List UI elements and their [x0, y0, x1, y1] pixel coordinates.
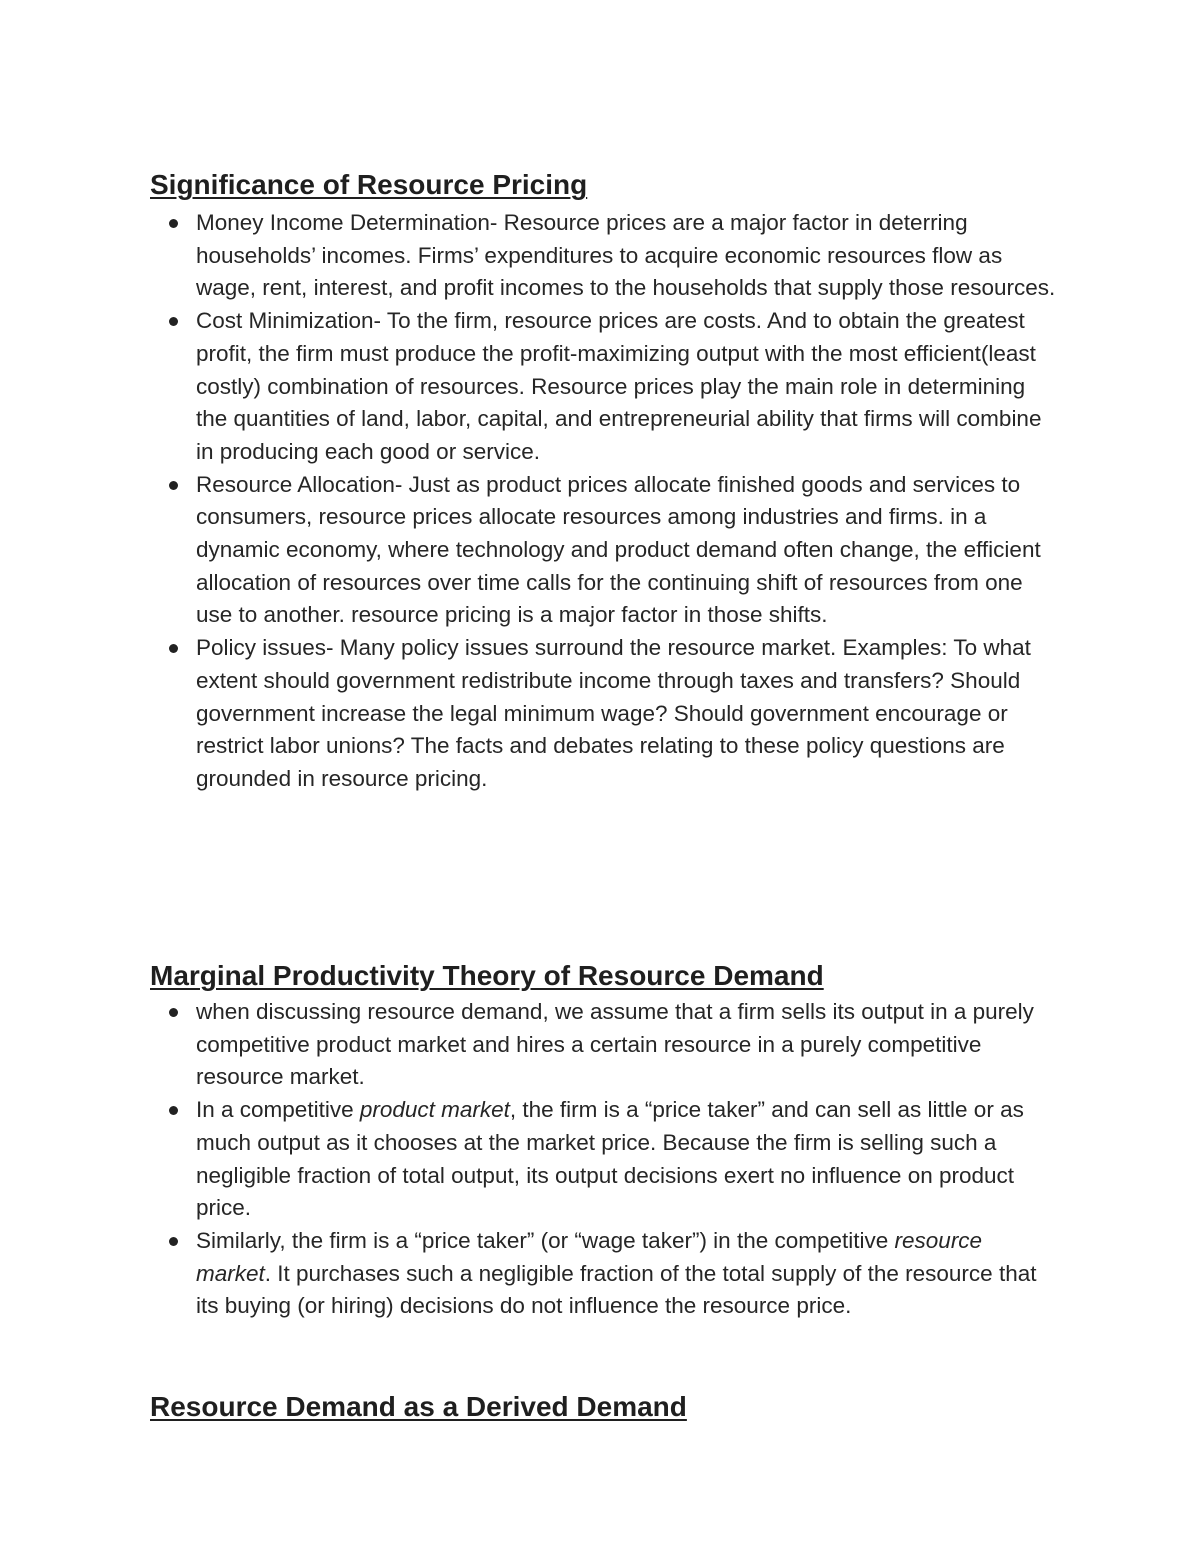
marginal-productivity-list	[150, 996, 1060, 1323]
bullet-icon	[169, 644, 178, 653]
italic-term: product market	[359, 1097, 510, 1123]
list-item: when discussing resource demand, we assume that a firm sells its output in a purely competitive product market and hires a certain resource in a purely competitive resource market.	[150, 996, 1060, 1094]
section-heading-resource-pricing: Significance of Resource Pricing	[150, 169, 588, 200]
bullet-icon	[169, 317, 178, 326]
list-item: Resource Allocation- Just as product prices allocate finished goods and services to consumers, resource prices allocate resources among industries and firms. in a dynamic economy, where technology and product demand often change, the efficient allocation of resources over time calls for the continuing shift of resources from one use to another. resource pricing is a major factor in those shifts.	[150, 469, 1060, 633]
list-item: Similarly, the firm is a “price taker” (or “wage taker”) in the competitive resource market. It purchases such a negligible fraction of the total supply of the resource that its buying (or hiring) decisions do not influence the resource price.	[150, 1225, 1060, 1323]
resource-pricing-list	[150, 207, 1060, 796]
bullet-icon	[169, 481, 178, 490]
list-item: Money Income Determination- Resource prices are a major factor in deterring households’ incomes. Firms’ expenditures to acquire economic resources flow as wage, rent, interest, and profit incomes to the households that supply those resources.	[150, 207, 1060, 305]
bullet-icon	[169, 1237, 178, 1246]
bullet-icon	[169, 1106, 178, 1115]
section-heading-marginal-productivity: Marginal Productivity Theory of Resource Demand	[150, 960, 824, 991]
section-heading-derived-demand: Resource Demand as a Derived Demand	[150, 1391, 687, 1422]
list-item: In a competitive product market, the firm is a “price taker” and can sell as little or as much output as it chooses at the market price. Because the firm is selling such a negligible fraction of total output, its output decisions exert no influence on product price.	[150, 1094, 1060, 1225]
list-item: Cost Minimization- To the firm, resource prices are costs. And to obtain the greatest profit, the firm must produce the profit-maximizing output with the most efficient(least costly) combination of resources. Resource prices play the main role in determining the quantities of land, labor, capital, and entrepreneurial ability that firms will combine in producing each good or service.	[150, 305, 1060, 469]
list-item: Policy issues- Many policy issues surround the resource market. Examples: To what extent should government redistribute income through taxes and transfers? Should government increase the legal minimum wage? Should government encourage or restrict labor unions? The facts and debates relating to these policy questions are grounded in resource pricing.	[150, 632, 1060, 796]
italic-term: resource market	[196, 1227, 983, 1286]
bullet-icon	[169, 1008, 178, 1017]
bullet-icon	[169, 219, 178, 228]
